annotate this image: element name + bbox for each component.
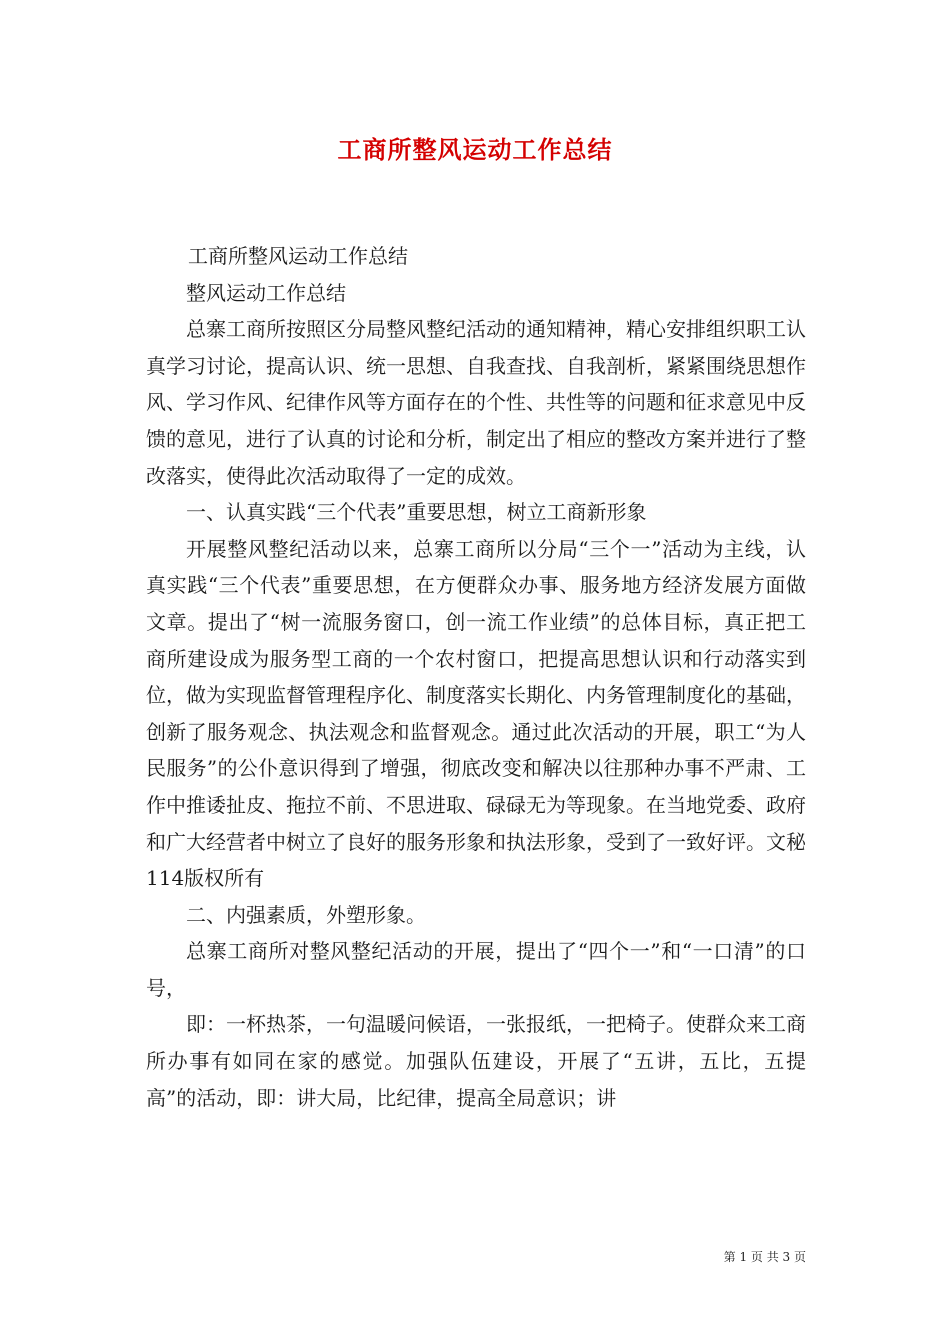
section-heading-1: 一、认真实践“三个代表”重要思想，树立工商新形象 [186, 500, 647, 525]
paragraph-heading-repeat: 工商所整风运动工作总结 [188, 244, 408, 268]
paragraph-section-1: 开展整风整纪活动以来，总寨工商所以分局“三个一”活动为主线，认真实践“三个代表”重要思想，在方便群众办事、服务地方经济发展方面做文章。提出了“树一流服务窗口，创一流工作业绩”的总体目标，真正把工商所建设成为服务型工商的一个农村窗口，把提高思想认识和行动落实到位，做为实现监督管理程序化、制度落实长期化、内务管理制度化的基础，创新了服务观念、执法观念和监督观念。通过此次活动的开展，职工“为人民服务”的公仆意识得到了增强，彻底改变和解决以往那种办事不严肃、工作中推诿扯皮、拖拉不前、不思进取、碌碌无为等现象。在当地党委、政府和广大经营者中树立了良好的服务形象和执法形象，受到了一致好评。文秘114版权所有 [146, 536, 806, 891]
paragraph-slogan: 总寨工商所对整风整纪活动的开展，提出了“四个一”和“一口清”的口号， [146, 939, 806, 1000]
paragraph-subtitle: 整风运动工作总结 [186, 280, 346, 305]
page-number: 第 1 页 共 3 页 [723, 1250, 806, 1264]
paragraph-slogan-detail: 即：一杯热茶，一句温暖问候语，一张报纸，一把椅子。使群众来工商所办事有如同在家的感觉。加强队伍建设，开展了“五讲，五比，五提高”的活动，即：讲大局，比纪律，提高全局意识；讲 [146, 1012, 806, 1110]
document-title: 工商所整风运动工作总结 [337, 135, 613, 164]
section-heading-2: 二、内强素质，外塑形象。 [186, 902, 426, 927]
paragraph-intro: 总寨工商所按照区分局整风整纪活动的通知精神，精心安排组织职工认真学习讨论，提高认识、统一思想、自我查找、自我剖析，紧紧围绕思想作风、学习作风、纪律作风等方面存在的个性、共性等的问题和征求意见中反馈的意见，进行了认真的讨论和分析，制定出了相应的整改方案并进行了整改落实，使得此次活动取得了一定的成效。 [146, 317, 806, 488]
document-body [146, 238, 806, 1116]
